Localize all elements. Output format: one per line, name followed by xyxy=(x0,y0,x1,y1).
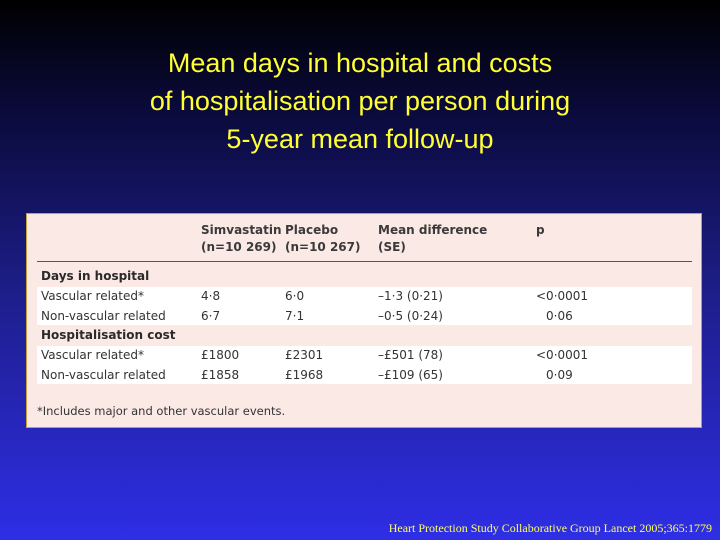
cell-placebo: £1968 xyxy=(285,368,324,382)
row-label: Non-vascular related xyxy=(41,309,166,323)
cell-mean-difference: –£109 (65) xyxy=(378,368,443,382)
cell-simvastatin: £1858 xyxy=(201,368,240,382)
row-label: Vascular related* xyxy=(41,289,144,303)
title-line-1: Mean days in hospital and costs xyxy=(167,48,553,78)
cell-placebo: 7·1 xyxy=(285,309,305,323)
cell-simvastatin: 6·7 xyxy=(201,309,221,323)
cell-p: 0·06 xyxy=(546,309,573,323)
table-footnote: *Includes major and other vascular events. xyxy=(37,404,286,418)
title-line-3: 5-year mean follow-up xyxy=(226,124,494,154)
header-placebo-n: (n=10 267) xyxy=(285,240,361,254)
cell-mean-difference: –£501 (78) xyxy=(378,348,443,362)
header-rule xyxy=(37,261,692,262)
cell-simvastatin: 4·8 xyxy=(201,289,221,303)
section-title: Hospitalisation cost xyxy=(41,328,176,342)
row-label: Non-vascular related xyxy=(41,368,166,382)
cell-placebo: £2301 xyxy=(285,348,324,362)
results-table xyxy=(26,213,702,428)
cell-simvastatin: £1800 xyxy=(201,348,240,362)
cell-mean-difference: –0·5 (0·24) xyxy=(378,309,443,323)
title-line-2: of hospitalisation per person during xyxy=(149,86,571,116)
citation: Heart Protection Study Collaborative Group Lancet 2005;365:1779 xyxy=(388,521,712,535)
header-p: p xyxy=(536,223,545,237)
cell-p: 0·09 xyxy=(546,368,573,382)
header-simvastatin-n: (n=10 269) xyxy=(201,240,277,254)
cell-mean-difference: –1·3 (0·21) xyxy=(378,289,443,303)
header-placebo: Placebo xyxy=(285,223,339,237)
header-se: (SE) xyxy=(378,240,406,254)
slide-title xyxy=(0,44,720,158)
header-mean-difference: Mean difference xyxy=(378,223,488,237)
section-title: Days in hospital xyxy=(41,269,150,283)
cell-p: <0·0001 xyxy=(536,289,589,303)
cell-p: <0·0001 xyxy=(536,348,589,362)
header-simvastatin: Simvastatin xyxy=(201,223,282,237)
row-label: Vascular related* xyxy=(41,348,144,362)
cell-placebo: 6·0 xyxy=(285,289,305,303)
